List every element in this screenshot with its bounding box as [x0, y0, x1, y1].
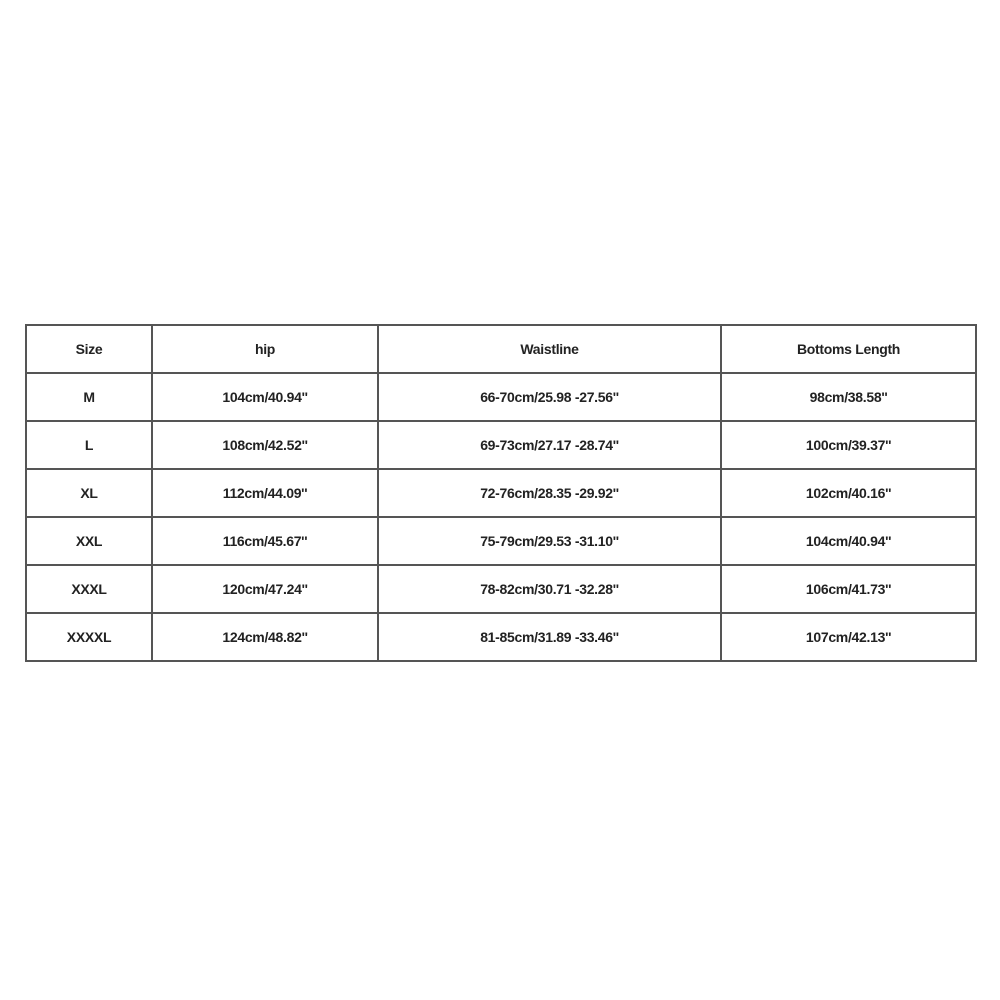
header-waistline: Waistline — [378, 325, 721, 373]
cell-hip: 120cm/47.24'' — [152, 565, 378, 613]
cell-hip: 104cm/40.94'' — [152, 373, 378, 421]
cell-waistline: 75-79cm/29.53 -31.10'' — [378, 517, 721, 565]
cell-bottoms-length: 98cm/38.58'' — [721, 373, 976, 421]
header-size: Size — [26, 325, 152, 373]
cell-hip: 108cm/42.52'' — [152, 421, 378, 469]
table-row — [26, 517, 976, 565]
cell-size: XXXXL — [26, 613, 152, 661]
size-chart-table — [25, 324, 977, 662]
cell-bottoms-length: 104cm/40.94'' — [721, 517, 976, 565]
cell-size: M — [26, 373, 152, 421]
cell-hip: 112cm/44.09'' — [152, 469, 378, 517]
cell-size: XXL — [26, 517, 152, 565]
cell-waistline: 69-73cm/27.17 -28.74'' — [378, 421, 721, 469]
cell-waistline: 66-70cm/25.98 -27.56'' — [378, 373, 721, 421]
table-row — [26, 373, 976, 421]
cell-bottoms-length: 107cm/42.13'' — [721, 613, 976, 661]
cell-hip: 116cm/45.67'' — [152, 517, 378, 565]
cell-bottoms-length: 102cm/40.16'' — [721, 469, 976, 517]
table-row — [26, 421, 976, 469]
cell-waistline: 72-76cm/28.35 -29.92'' — [378, 469, 721, 517]
table-row — [26, 613, 976, 661]
cell-size: XL — [26, 469, 152, 517]
header-hip: hip — [152, 325, 378, 373]
cell-bottoms-length: 106cm/41.73'' — [721, 565, 976, 613]
table-header-row — [26, 325, 976, 373]
cell-waistline: 81-85cm/31.89 -33.46'' — [378, 613, 721, 661]
cell-waistline: 78-82cm/30.71 -32.28'' — [378, 565, 721, 613]
cell-hip: 124cm/48.82'' — [152, 613, 378, 661]
header-bottoms-length: Bottoms Length — [721, 325, 976, 373]
cell-bottoms-length: 100cm/39.37'' — [721, 421, 976, 469]
cell-size: L — [26, 421, 152, 469]
cell-size: XXXL — [26, 565, 152, 613]
table-row — [26, 469, 976, 517]
table-row — [26, 565, 976, 613]
